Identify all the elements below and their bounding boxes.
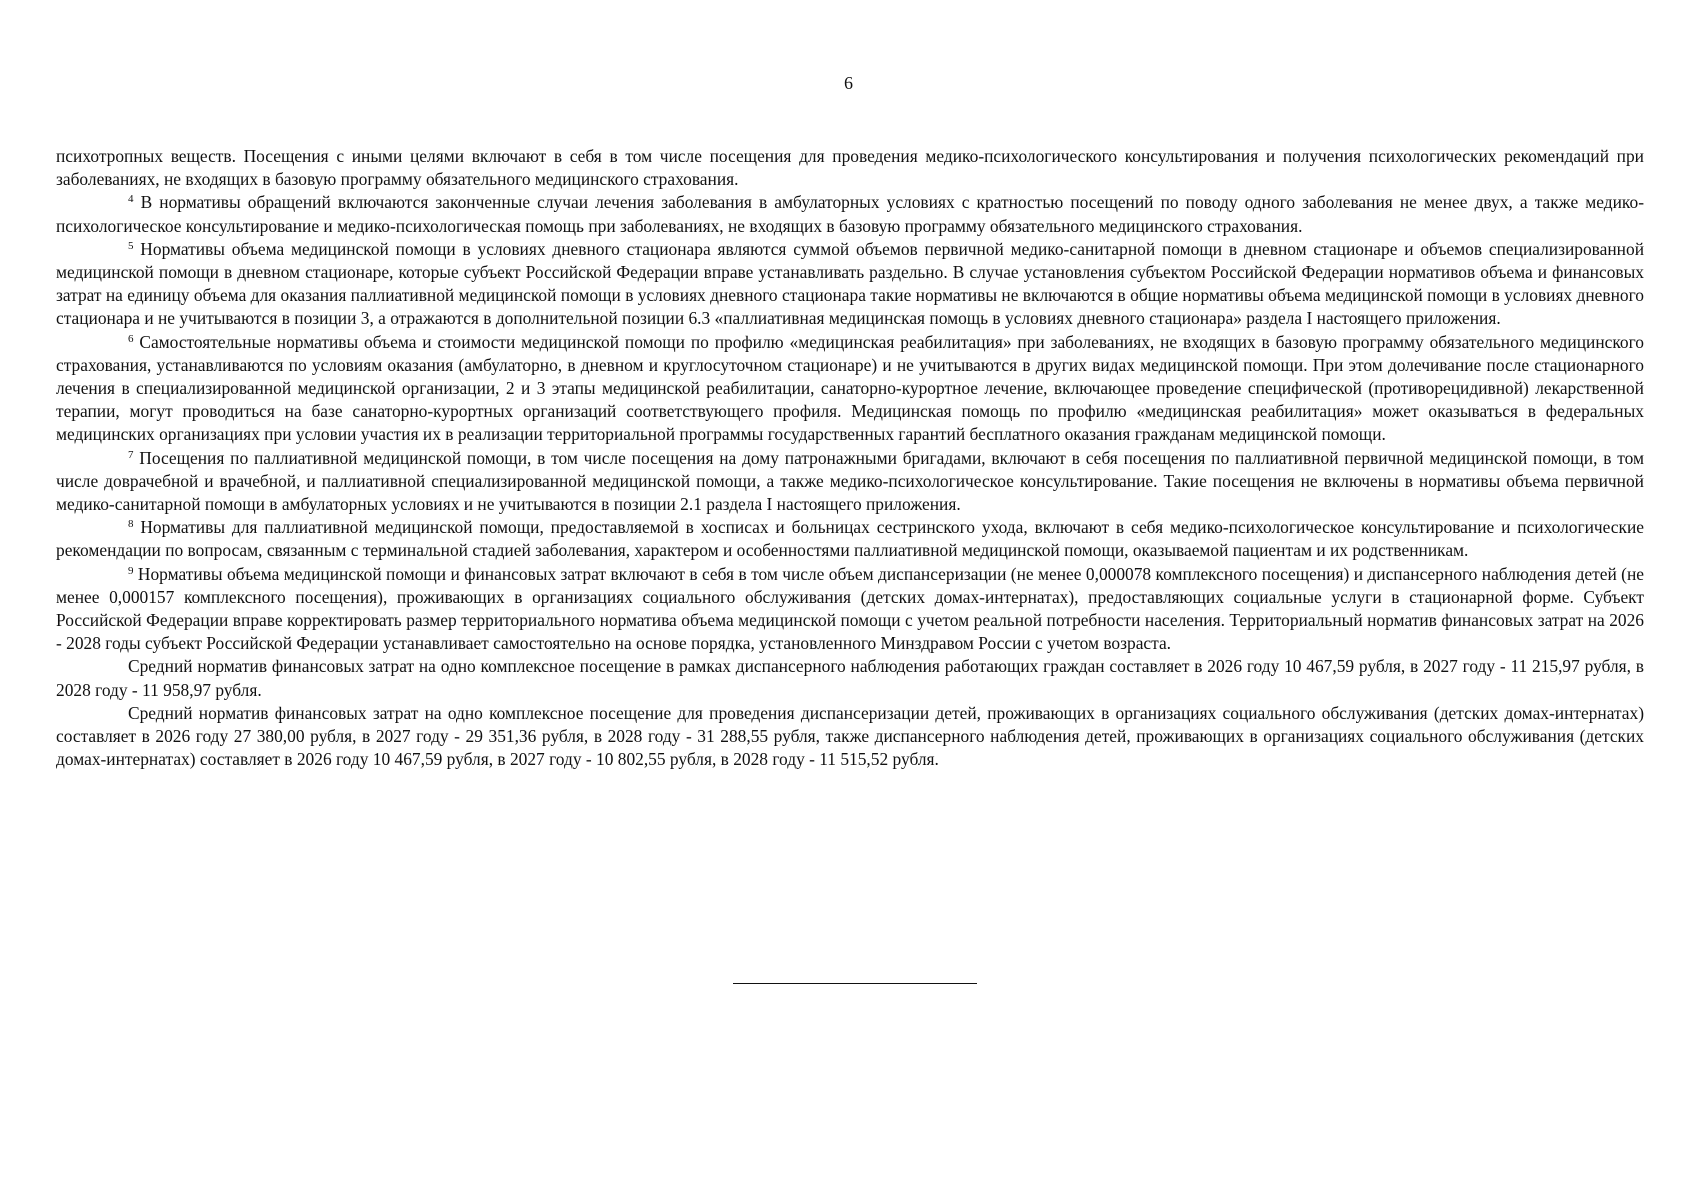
footnote-5 [56, 238, 1644, 331]
paragraph-cost-working-citizens [56, 655, 1644, 701]
document-body [56, 145, 1644, 771]
footnote-6 [56, 331, 1644, 447]
footnote-9 [56, 563, 1644, 656]
footnote-4 [56, 191, 1644, 237]
paragraph-text: Средний норматив финансовых затрат на одно комплексное посещение для проведения диспансеризации детей, проживающих в организациях социального обслуживания (детских домах-интернатах) составляет в 2026 году 27 380,00 рубля, в 2027 году - 29 351,36 рубля, в 2028 году - 31 288,55 рубля, также диспансерного наблюдения детей, проживающих в организациях социального обслуживания (детских домах-интернатах) составляет в 2026 году 10 467,59 рубля, в 2027 году - 10 802,55 рубля, в 2028 году - 11 515,52 рубля. [56, 702, 1644, 770]
footnote-text: Посещения по паллиативной медицинской помощи, в том числе посещения на дому патронажными бригадами, включают в себя посещения по паллиативной первичной медицинской помощи, в том числе доврачебной и врачебной, и паллиативной специализированной медицинской помощи, а также медико-психологическое консультирование. Такие посещения не включены в нормативы объема первичной медико-санитарной помощи в амбулаторных условиях и не учитываются в позиции 2.1 раздела I настоящего приложения. [56, 447, 1644, 515]
footnote-text: Нормативы объема медицинской помощи и финансовых затрат включают в себя в том числе объем диспансеризации (не менее 0,000078 комплексного посещения) и диспансерного наблюдения детей (не менее 0,000157 комплексного посещения), проживающих в организациях социального обслуживания (детских домах-интернатах), предоставляющих социальные услуги в стационарной форме. Субъект Российской Федерации вправе корректировать размер территориального норматива объема медицинской помощи с учетом реальной потребности населения. Территориальный норматив финансовых затрат на 2026 - 2028 годы субъект Российской Федерации устанавливает самостоятельно на основе порядка, установленного Минздравом России с учетом возраста. [56, 563, 1644, 654]
footnote-text: Нормативы объема медицинской помощи в условиях дневного стационара являются суммой объемов первичной медико-санитарной помощи в дневном стационаре и объемов специализированной медицинской помощи в дневном стационаре, которые субъект Российской Федерации вправе устанавливать раздельно. В случае установления субъектом Российской Федерации нормативов объема и финансовых затрат на единицу объема для оказания паллиативной медицинской помощи в условиях дневного стационара такие нормативы не включаются в общие нормативы объема медицинской помощи в условиях дневного стационара и не учитываются в позиции 3, а отражаются в дополнительной позиции 6.3 «паллиативная медицинская помощь в условиях дневного стационара» раздела I настоящего приложения. [56, 238, 1644, 329]
paragraph-text: Средний норматив финансовых затрат на одно комплексное посещение в рамках диспансерного наблюдения работающих граждан составляет в 2026 году 10 467,59 рубля, в 2027 году - 11 215,97 рубля, в 2028 году - 11 958,97 рубля. [56, 656, 1644, 700]
footnote-marker: 8 [128, 518, 134, 531]
footnote-marker: 7 [128, 448, 134, 461]
footnote-marker: 4 [128, 193, 134, 206]
paragraph-cost-children [56, 702, 1644, 772]
footnote-8 [56, 516, 1644, 562]
footnote-text: Нормативы для паллиативной медицинской помощи, предоставляемой в хосписах и больницах сестринского ухода, включают в себя медико-психологическое консультирование и психологические рекомендации по вопросам, связанным с терминальной стадией заболевания, характером и особенностями паллиативной медицинской помощи, оказываемой пациентам и их родственникам. [56, 517, 1644, 561]
paragraph-text: психотропных веществ. Посещения с иными целями включают в себя в том числе посещения для проведения медико-психологического консультирования и получения психологических рекомендаций при заболеваниях, не входящих в базовую программу обязательного медицинского страхования. [56, 146, 1644, 190]
footnote-text: Самостоятельные нормативы объема и стоимости медицинской помощи по профилю «медицинская реабилитация» при заболеваниях, не входящих в базовую программу обязательного медицинского страхования, устанавливаются по условиям оказания (амбулаторно, в дневном и круглосуточном стационаре) и не учитываются в других видах медицинской помощи. При этом долечивание после стационарного лечения в специализированной медицинской организации, 2 и 3 этапы медицинской реабилитации, санаторно-курортное лечение, включающее проведение специфической (противорецидивной) лекарственной терапии, могут проводиться на базе санаторно-курортных организаций соответствующего профиля. Медицинская помощь по профилю «медицинская реабилитация» может оказываться в федеральных медицинских организациях при условии участия их в реализации территориальной программы государственных гарантий бесплатного оказания гражданам медицинской помощи. [56, 331, 1644, 445]
page-number: 6 [844, 73, 853, 93]
footnote-marker: 5 [128, 239, 134, 252]
paragraph-continuation [56, 145, 1644, 191]
footnote-marker: 9 [128, 564, 134, 577]
footnote-marker: 6 [128, 332, 134, 345]
footnote-7 [56, 447, 1644, 517]
end-of-document-rule [733, 983, 977, 984]
footnote-text: В нормативы обращений включаются законченные случаи лечения заболевания в амбулаторных условиях с кратностью посещений по поводу одного заболевания не менее двух, а также медико-психологическое консультирование и медико-психологическая помощь при заболеваниях, не входящих в базовую программу обязательного медицинского страхования. [56, 192, 1644, 236]
